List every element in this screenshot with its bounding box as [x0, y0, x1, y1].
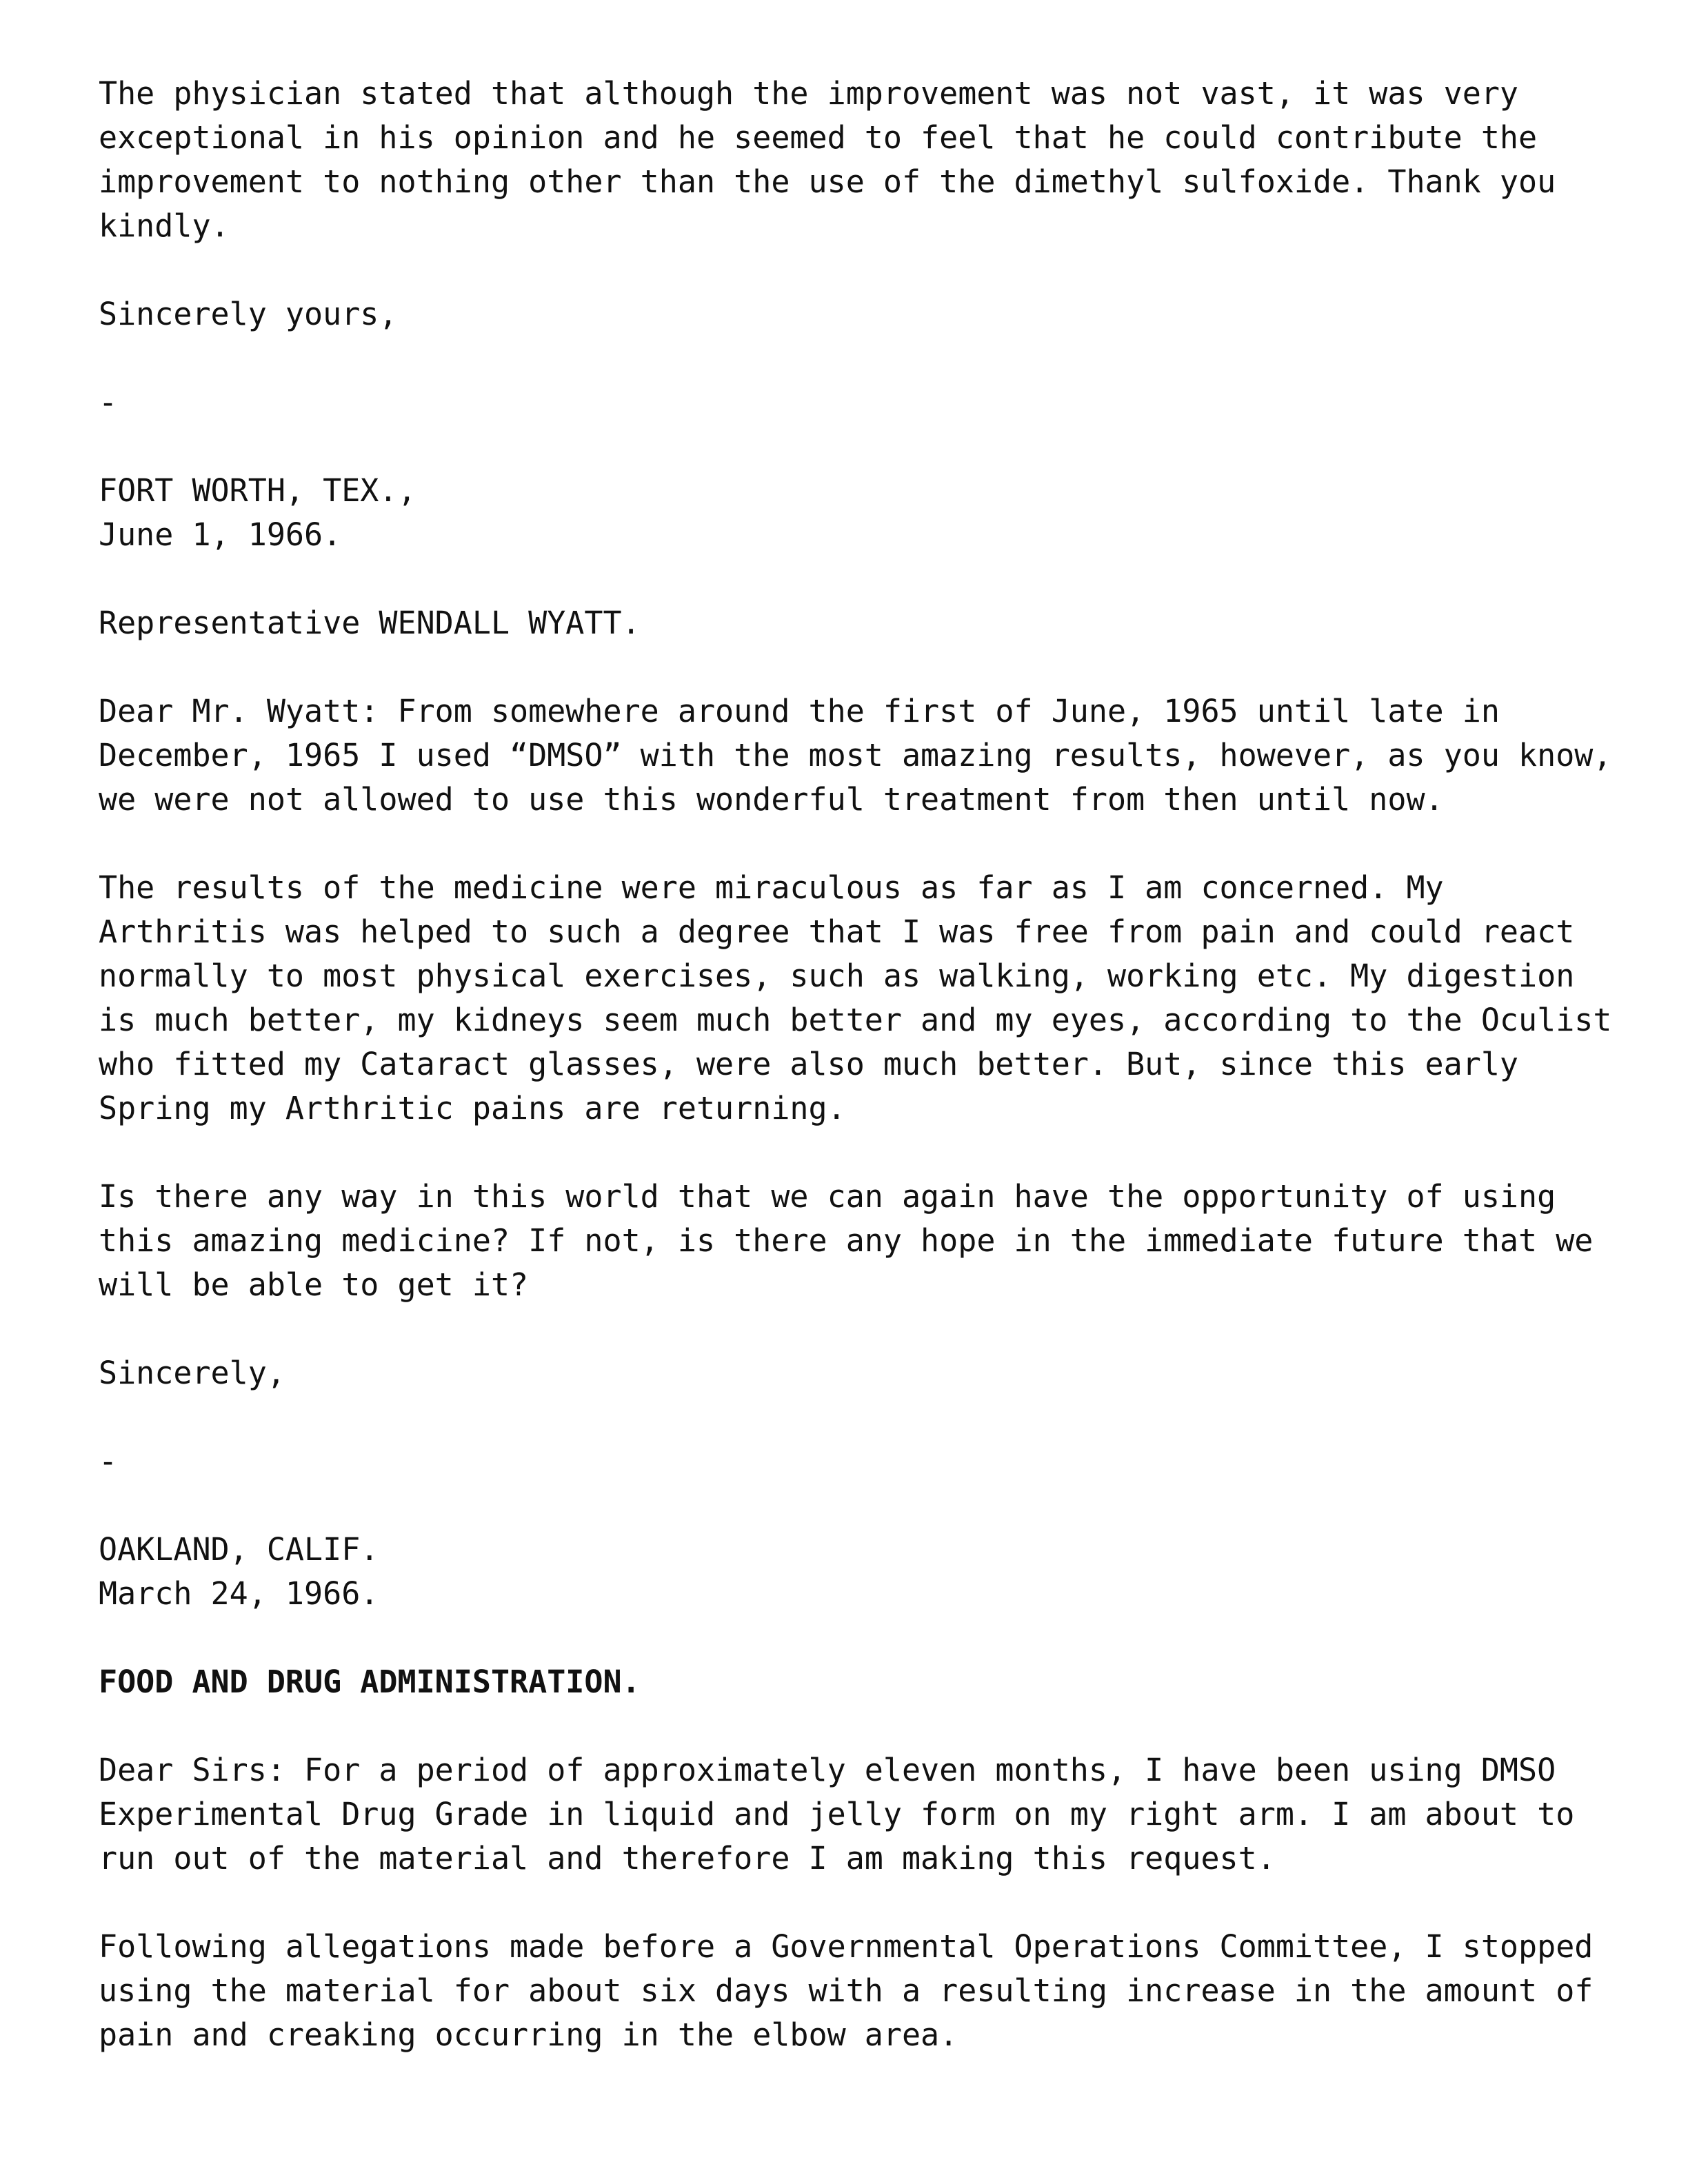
- letter-2-date: June 1, 1966.: [99, 516, 342, 553]
- text-line: this amazing medicine? If not, is there any hope in the immediate future that we: [99, 1222, 1594, 1259]
- text-line: Is there any way in this world that we can again have the opportunity of using: [99, 1178, 1556, 1215]
- text-line: pain and creaking occurring in the elbow area.: [99, 2016, 958, 2053]
- text-line: Dear Mr. Wyatt: From somewhere around the first of June, 1965 until late in: [99, 693, 1500, 729]
- letter-2-closing: Sincerely,: [99, 1355, 285, 1391]
- signature-redacted: -: [99, 1443, 118, 1479]
- text-line: The results of the medicine were miraculous as far as I am concerned. My: [99, 869, 1444, 906]
- text-line: will be able to get it?: [99, 1266, 529, 1303]
- letter-3-addressee: FOOD AND DRUG ADMINISTRATION.: [99, 1664, 641, 1700]
- letter-3-heading: [99, 1528, 1616, 1616]
- text-line: Arthritis was helped to such a degree that I was free from pain and could react: [99, 913, 1575, 950]
- text-line: Following allegations made before a Governmental Operations Committee, I stopped: [99, 1928, 1594, 1965]
- text-line: Experimental Drug Grade in liquid and jelly form on my right arm. I am about to: [99, 1796, 1575, 1832]
- text-line: Dear Sirs: For a period of approximately eleven months, I have been using DMSO: [99, 1752, 1556, 1788]
- letter-3-date: March 24, 1966.: [99, 1575, 379, 1612]
- text-line: Spring my Arthritic pains are returning.: [99, 1090, 846, 1126]
- text-line: kindly.: [99, 208, 230, 244]
- text-line: we were not allowed to use this wonderful treatment from then until now.: [99, 781, 1444, 818]
- letter-3-paragraph: [99, 1925, 1616, 2057]
- letter-2-place: FORT WORTH, TEX.,: [99, 472, 416, 509]
- text-line: The physician stated that although the improvement was not vast, it was very: [99, 75, 1519, 112]
- text-line: who fitted my Cataract glasses, were also much better. But, since this early: [99, 1046, 1519, 1082]
- text-line: run out of the material and therefore I am making this request.: [99, 1840, 1276, 1877]
- text-line: December, 1965 I used “DMSO” with the most amazing results, however, as you know,: [99, 737, 1612, 774]
- letter-3-paragraph: [99, 1748, 1616, 1881]
- text-line: is much better, my kidneys seem much better and my eyes, according to the Oculist: [99, 1002, 1612, 1038]
- letter-2-addressee: Representative WENDALL WYATT.: [99, 605, 641, 641]
- text-line: improvement to nothing other than the use of the dimethyl sulfoxide. Thank you: [99, 163, 1556, 200]
- letter-1-body: [99, 72, 1616, 248]
- letter-2-paragraph: [99, 689, 1616, 822]
- signature-redacted: -: [99, 384, 118, 421]
- letter-2-paragraph: [99, 1175, 1616, 1307]
- text-line: using the material for about six days with a resulting increase in the amount of: [99, 1972, 1594, 2009]
- letter-2-heading: [99, 469, 1616, 557]
- letter-1-closing: Sincerely yours,: [99, 296, 398, 332]
- document-page: [99, 72, 1616, 2101]
- text-line: normally to most physical exercises, such as walking, working etc. My digestion: [99, 958, 1575, 994]
- text-line: exceptional in his opinion and he seemed to feel that he could contribute the: [99, 119, 1538, 156]
- letter-2-paragraph: [99, 866, 1616, 1131]
- letter-3-place: OAKLAND, CALIF.: [99, 1531, 379, 1568]
